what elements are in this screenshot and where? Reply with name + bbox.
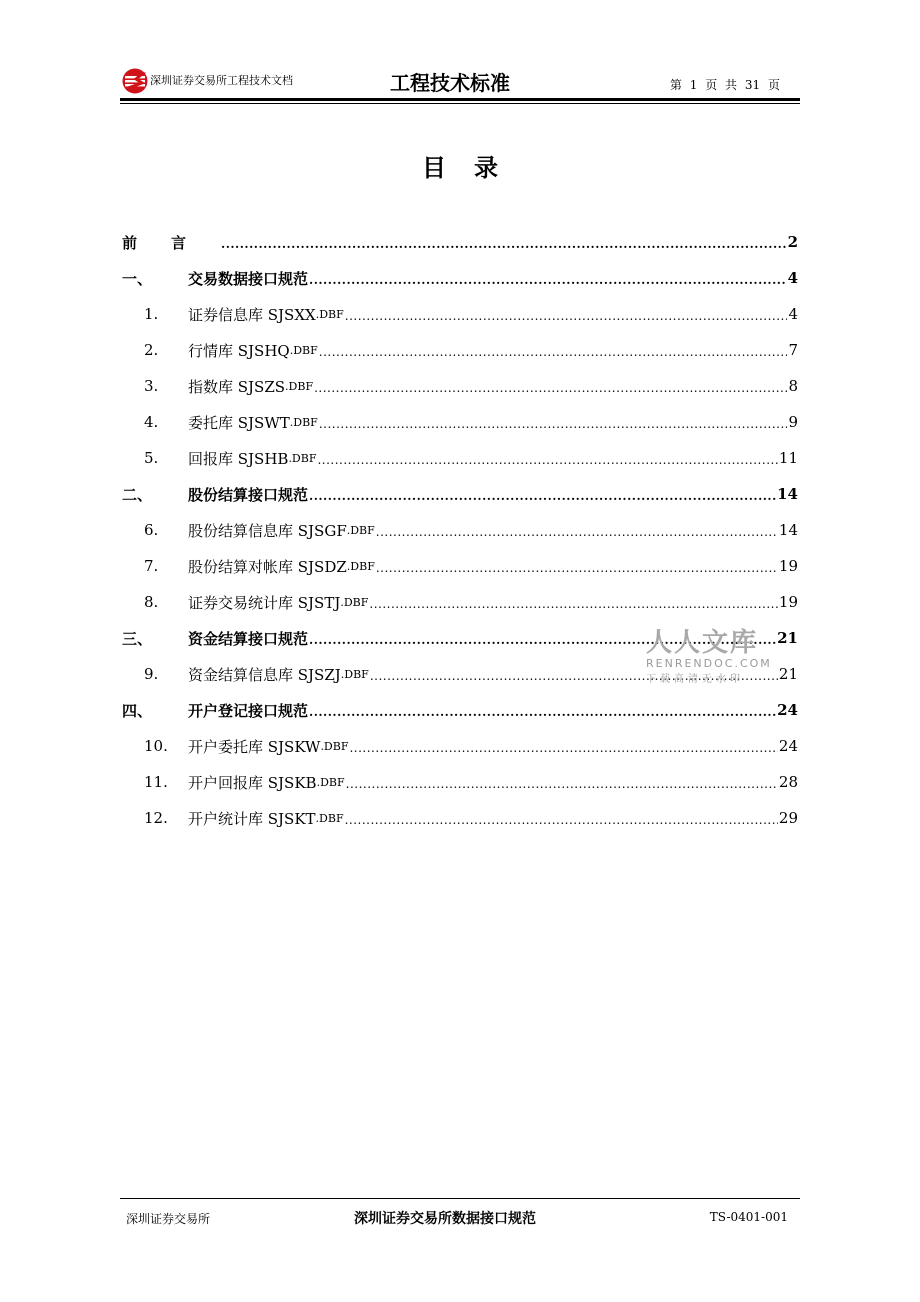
toc-entry-label: 资金结算接口规范 <box>188 629 309 648</box>
toc-entry[interactable] <box>122 368 798 404</box>
toc-entry-number: 12. <box>144 809 168 827</box>
toc-entry-extension: .DBF <box>346 559 375 573</box>
toc-leader-dots <box>369 597 778 611</box>
toc-entry-page: 24 <box>777 701 798 719</box>
footer-left: 深圳证券交易所 <box>126 1212 211 1226</box>
toc-leader-dots <box>319 417 788 431</box>
page-total-prefix: 共 <box>725 78 738 92</box>
toc-entry-label: 回报库 SJSHB <box>188 449 289 468</box>
toc-leader-dots <box>221 237 787 251</box>
toc-entry[interactable] <box>122 332 798 368</box>
toc-entry[interactable] <box>122 692 798 728</box>
toc-entry-page: 4 <box>788 305 798 323</box>
toc-entry-number: 7. <box>144 557 159 575</box>
table-of-contents <box>122 224 798 836</box>
toc-entry-page: 19 <box>778 557 798 575</box>
toc-entry-extension: .DBF <box>316 775 345 789</box>
toc-leader-dots <box>314 381 787 395</box>
toc-entry-number: 10. <box>144 737 168 755</box>
footer-right: TS-0401-001 <box>709 1210 788 1224</box>
toc-leader-dots <box>309 273 787 287</box>
toc-entry-label: 开户登记接口规范 <box>188 701 309 720</box>
toc-entry-page: 21 <box>777 629 798 647</box>
toc-entry-number: 8. <box>144 593 159 611</box>
toc-entry-number: 三、 <box>122 629 153 648</box>
toc-entry[interactable] <box>122 476 798 512</box>
toc-entry-label: 股份结算接口规范 <box>188 485 309 504</box>
page-header <box>120 62 800 106</box>
toc-entry-number: 二、 <box>122 485 153 504</box>
toc-entry-number: 9. <box>144 665 159 683</box>
footer-rule <box>120 1198 800 1199</box>
toc-entry-extension: .DBF <box>288 451 317 465</box>
header-rule-thin <box>120 103 800 104</box>
toc-entry-page: 4 <box>787 269 798 287</box>
toc-entry-page: 14 <box>777 485 798 503</box>
footer-center: 深圳证券交易所数据接口规范 <box>354 1211 536 1227</box>
toc-entry-page: 14 <box>778 521 798 539</box>
toc-entry-label: 开户回报库 SJSKB <box>188 773 317 792</box>
page-mid: 页 <box>705 78 718 92</box>
szse-logo-icon <box>122 68 148 94</box>
toc-entry-extension: .DBF <box>340 595 369 609</box>
header-rule-thick <box>120 98 800 101</box>
toc-entry-label: 股份结算信息库 SJSGF <box>188 521 347 540</box>
toc-leader-dots <box>349 741 777 755</box>
watermark-domain: RENRENDOC.COM <box>646 657 772 670</box>
header-org-doc: 深圳证券交易所工程技术文档 <box>150 74 293 87</box>
toc-entry[interactable] <box>122 296 798 332</box>
toc-entry-page: 11 <box>778 449 798 467</box>
toc-entry-number: 四、 <box>122 701 153 720</box>
toc-entry-page: 29 <box>778 809 798 827</box>
toc-entry-page: 19 <box>778 593 798 611</box>
toc-entry-label: 委托库 SJSWT <box>188 413 290 432</box>
page-footer <box>120 1198 800 1238</box>
toc-entry-page: 24 <box>778 737 798 755</box>
toc-entry-extension: .DBF <box>315 811 344 825</box>
page-suffix: 页 <box>767 78 780 92</box>
toc-entry-label: 交易数据接口规范 <box>188 269 309 288</box>
toc-entry-page: 7 <box>788 341 798 359</box>
toc-entry[interactable] <box>122 224 798 260</box>
watermark-slogan: 下载高清无水印 <box>646 674 744 685</box>
toc-entry-number: 5. <box>144 449 159 467</box>
toc-entry-label: 前言 <box>122 233 221 252</box>
toc-entry-label: 证券交易统计库 SJSTJ <box>188 593 341 612</box>
toc-entry[interactable] <box>122 404 798 440</box>
toc-entry-extension: .DBF <box>340 667 369 681</box>
toc-entry-label: 证券信息库 SJSXX <box>188 305 316 324</box>
toc-entry-extension: .DBF <box>289 415 318 429</box>
toc-entry-label: 开户委托库 SJSKW <box>188 737 321 756</box>
toc-entry[interactable] <box>122 584 798 620</box>
toc-entry-number: 2. <box>144 341 159 359</box>
toc-title: 目录 <box>422 153 526 182</box>
toc-entry-page: 21 <box>778 665 798 683</box>
toc-entry-page: 2 <box>787 233 798 251</box>
toc-entry-extension: .DBF <box>346 523 375 537</box>
toc-leader-dots <box>376 525 778 539</box>
toc-leader-dots <box>345 813 778 827</box>
toc-entry-label: 指数库 SJSZS <box>188 377 286 396</box>
watermark-brand: 人人文库 <box>646 628 759 658</box>
toc-entry-number: 6. <box>144 521 159 539</box>
toc-entry-number: 11. <box>144 773 168 791</box>
toc-entry-number: 3. <box>144 377 159 395</box>
page-current: 1 <box>689 78 698 92</box>
toc-entry[interactable] <box>122 548 798 584</box>
toc-entry[interactable] <box>122 512 798 548</box>
toc-leader-dots <box>376 561 778 575</box>
toc-leader-dots <box>317 453 777 467</box>
toc-entry[interactable] <box>122 260 798 296</box>
toc-entry[interactable] <box>122 764 798 800</box>
page-indicator <box>666 76 780 93</box>
page-total: 31 <box>744 78 761 92</box>
toc-entry-extension: .DBF <box>320 739 349 753</box>
watermark <box>646 622 776 684</box>
toc-leader-dots <box>309 705 776 719</box>
toc-entry-extension: .DBF <box>285 379 314 393</box>
toc-entry-page: 8 <box>788 377 798 395</box>
toc-entry-extension: .DBF <box>315 307 344 321</box>
header-title: 工程技术标准 <box>390 71 510 95</box>
toc-entry-page: 28 <box>778 773 798 791</box>
toc-entry[interactable] <box>122 800 798 836</box>
toc-entry-extension: .DBF <box>289 343 318 357</box>
page-prefix: 第 <box>669 78 682 92</box>
toc-entry-label: 资金结算信息库 SJSZJ <box>188 665 341 684</box>
toc-leader-dots <box>346 777 778 791</box>
toc-entry-label: 开户统计库 SJSKT <box>188 809 316 828</box>
toc-leader-dots <box>319 345 788 359</box>
toc-entry-number: 一、 <box>122 269 153 288</box>
toc-entry-number: 4. <box>144 413 159 431</box>
toc-entry-label: 行情库 SJSHQ <box>188 341 290 360</box>
toc-entry-label: 股份结算对帐库 SJSDZ <box>188 557 347 576</box>
toc-leader-dots <box>309 489 776 503</box>
toc-entry[interactable] <box>122 728 798 764</box>
toc-leader-dots <box>345 309 788 323</box>
toc-entry[interactable] <box>122 440 798 476</box>
toc-entry-number: 1. <box>144 305 159 323</box>
toc-entry-page: 9 <box>788 413 798 431</box>
